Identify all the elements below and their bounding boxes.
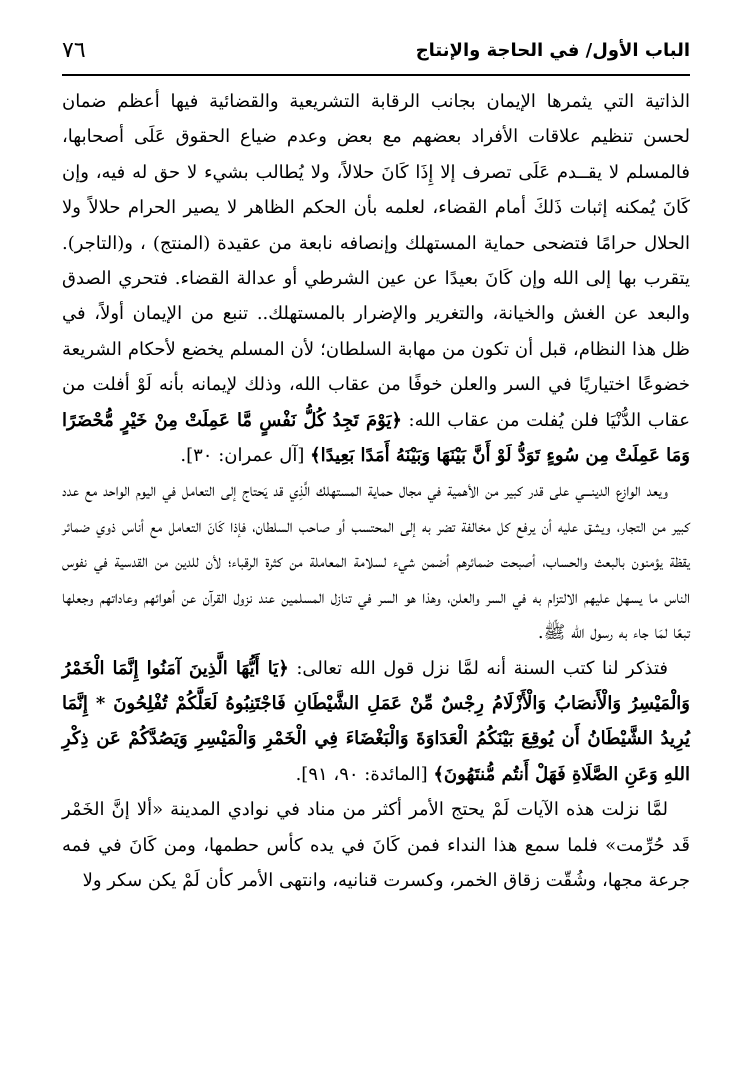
paragraph-3-text: فتذكر لنا كتب السنة أنه لمَّا نزل قول الله تعالى: [288,657,668,679]
quran-verse-1: ﴿يَوْمَ تَجِدُ كُلُّ نَفْسٍ مَّا عَمِلَتْ مِنْ خَيْرٍ مُّحْضَرًا وَمَا عَمِلَتْ مِن سُوءٍ تَوَدُّ لَوْ أَنَّ بَيْنَهَا وَبَيْنَهُ أَمَدًا بَعِيدًا﴾ [62,409,690,467]
verse-1-reference: [آل عمران: ٣٠]. [180,445,311,467]
paragraph-4: لمَّا نزلت هذه الآيات لَمْ يحتج الأمر أكثر من مناد في نوادي المدينة «ألا إنَّ الخَمْر قَد حُرِّمت» فلما سمع هذا النداء فمن كَانَ في يده كأس حطمها، ومن كَانَ في فمه جرعة مجها، وشُقّت زقاق الخمر، وكسرت قنانيه، وانتهى الأمر كأن لَمْ يكن سكر ولا [62,799,690,891]
running-title: الباب الأول/ في الحاجة والإنتاج [415,40,690,61]
quran-verse-2: ﴿يَا أَيُّهَا الَّذِينَ آمَنُوا إِنَّمَا الْخَمْرُ وَالْمَيْسِرُ وَالْأَنصَابُ وَالْأَزْلَامُ رِجْسٌ مِّنْ عَمَلِ الشَّيْطَانِ فَاجْتَنِبُوهُ لَعَلَّكُمْ تُفْلِحُونَ * إِنَّمَا يُرِيدُ الشَّيْطَانُ أَن يُوقِعَ بَيْنَكُمُ الْعَدَاوَةَ وَالْبَغْضَاءَ فِي الْخَمْرِ وَالْمَيْسِرِ وَيَصُدَّكُمْ عَن ذِكْرِ اللهِ وَعَنِ الصَّلَاةِ فَهَلْ أَنتُم مُّنتَهُونَ﴾ [62,657,690,785]
paragraph-1 [62,84,690,473]
paragraph-1-text: الذاتية التي يثمرها الإيمان بجانب الرقابة التشريعية والقضائية فيها أعظم ضمان لحسن تنظيم علاقات الأفراد بعضهم مع بعض وعدم ضياع الحقوق عَلَى أصحابها، فالمسلم لا يقــدم عَلَى تصرف إلا إِذَا كَانَ حلالاً، ولا يُطالب بشيء لا حق له فيه، وإن كَانَ يُمكنه إثبات ذَلكَ أمام القضاء، لعلمه بأن الحكم الظاهر لا يصير الحرام حلالاً ولا الحلال حرامًا فتضحى حماية المستهلك وإنصافه نابعة من عقيدة (المنتج) ، و(التاجر). يتقرب بها إلى الله وإن كَانَ بعيدًا عن عين الشرطي أو عدالة القضاء. فتحري الصدق والبعد عن الغش والخيانة، والتغرير والإضرار بالمستهلك.. تنبع من الإيمان أولاً، في ظل هذا النظام، قبل أن تكون من مهابة السلطان؛ لأن المسلم يخضع لأحكام الشريعة خضوعًا اختياريًا في السر والعلن خوفًا من عقاب الله، وذلك لإيمانه بأنه لَوْ أفلت من عقاب الدُّنْيَا فلن يُفلت من عقاب الله: [62,91,690,431]
paragraph-2: ويعد الوازع الدينـــي على قدر كبير من الأهمية في مجال حماية المستهلك الَّذِي قد يَحتاج إلى التعامل في اليوم الواحد مع عدد كبير من التجار، ويشق عليه أن يرفع كل مخالفة تضر به إلى المحتسب أو صاحب السلطان، فإذا كَانَ التعامل مع أناس ذوي ضمائر يقظة يؤمنون بالبعث والحساب، أصبحت ضمائرهم أضمن شيء لسلامة المعاملة من كثرة الرقباء؛ لأن للدين من القدسية في نفوس الناس ما يسهل عليهم الالتزام به في السر والعلن، وهذا هو السر في تنازل المسلمين عند نزول القرآن عن أهوائهم وعاداتهم وجعلها تبعًا لمَا جاء به رسول الله ﷺ. [62,480,690,644]
header-rule [62,74,690,76]
verse-2-reference: [المائدة: ٩٠، ٩١]. [295,763,434,785]
paragraph-3 [62,651,690,793]
page-header [62,34,690,74]
page-number: ٧٦ [62,38,86,63]
page-body [62,84,690,898]
